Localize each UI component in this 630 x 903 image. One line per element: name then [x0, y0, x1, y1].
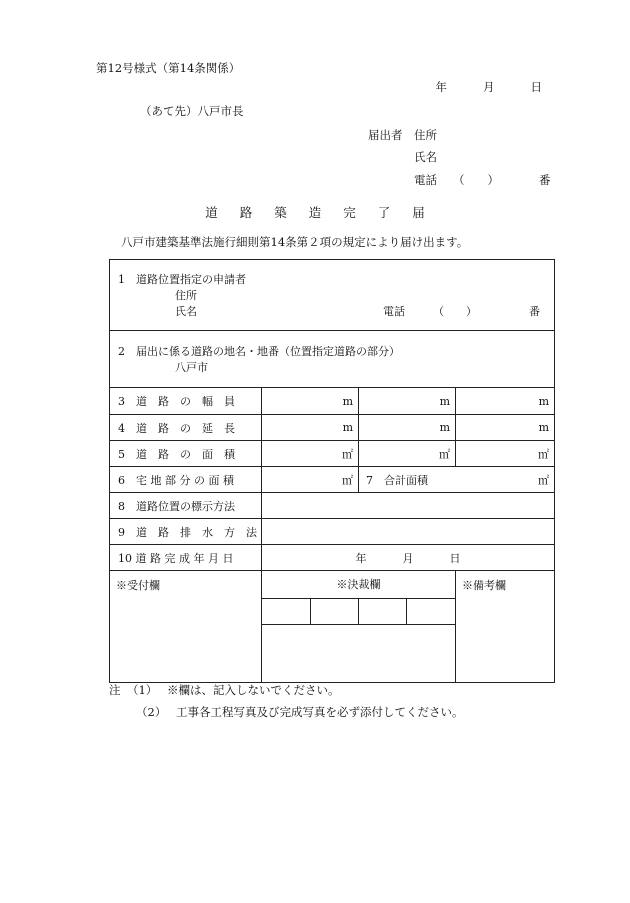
- applicant-name-phone-line: [118, 304, 546, 320]
- completion-month: 月: [402, 551, 414, 565]
- filer-phone-label: 電話: [414, 173, 437, 187]
- lot-area-label: 6 宅 地 部 分 の 面 積: [110, 467, 262, 493]
- note-text: 工事各工程写真及び完成写真を必ず添付してください。: [176, 705, 464, 719]
- completion-date-row: [110, 545, 555, 571]
- road-width-field[interactable]: m: [456, 388, 555, 415]
- decision-stamp-title: [262, 598, 310, 624]
- note-1: [109, 685, 340, 697]
- intro-text: 八戸市建築基準法施行細則第14条第２項の規定により届け出ます。: [121, 235, 469, 249]
- completion-day: 日: [449, 551, 461, 565]
- completion-year: 年: [355, 551, 367, 565]
- title-char: 道: [205, 205, 218, 220]
- decision-stamp-box: [407, 624, 455, 625]
- office-use-row: [110, 571, 555, 683]
- receipt-label: ※受付欄: [116, 579, 160, 592]
- decision-grid: [262, 571, 455, 625]
- lot-area-field[interactable]: ㎡: [262, 467, 359, 493]
- applicant-phone-label: 電話: [383, 304, 405, 318]
- filer-label: 届出者: [368, 128, 403, 142]
- completion-date-field[interactable]: [262, 545, 555, 571]
- road-length-field[interactable]: m: [456, 415, 555, 441]
- road-location-city: 八戸市: [175, 361, 208, 374]
- date-month: 月: [483, 80, 495, 94]
- decision-stamp-title: [310, 598, 358, 624]
- road-area-field[interactable]: ㎡: [262, 441, 359, 467]
- title-char: 完: [343, 205, 356, 220]
- remarks-area: [456, 571, 555, 683]
- note-2: [136, 707, 464, 719]
- filer-name-label: 氏名: [414, 150, 437, 164]
- road-area-field[interactable]: ㎡: [456, 441, 555, 467]
- road-area-field[interactable]: ㎡: [359, 441, 456, 467]
- road-location-cell[interactable]: [110, 331, 555, 388]
- form-number: 第12号様式（第14条関係）: [96, 61, 241, 75]
- decision-stamp-box: [262, 624, 310, 625]
- decision-label: ※決裁欄: [262, 571, 455, 598]
- applicant-cell[interactable]: [110, 260, 555, 331]
- filer-address-label: 住所: [414, 128, 437, 142]
- marking-method-field[interactable]: [262, 493, 555, 519]
- road-length-field[interactable]: m: [262, 415, 359, 441]
- lot-area-row: [110, 467, 555, 493]
- note-text: ※欄は、記入しないでください。: [167, 683, 340, 697]
- addressee: （あて先）八戸市長: [140, 104, 244, 118]
- completion-date-label: 10 道 路 完 成 年 月 日: [110, 545, 262, 571]
- road-length-label: 4 道 路 の 延 長: [110, 415, 262, 441]
- decision-stamp-box: [359, 624, 407, 625]
- filer-address-line: [368, 130, 437, 142]
- notification-form-table: [109, 259, 555, 683]
- road-width-label: 3 道 路 の 幅 員: [110, 388, 262, 415]
- note-number: （1）: [127, 683, 158, 697]
- total-area-label: 7 合計面積: [366, 473, 428, 487]
- decision-stamp-box: [310, 624, 358, 625]
- remarks-label: ※備考欄: [462, 579, 506, 592]
- applicant-phone-paren: （ ）: [433, 304, 477, 318]
- road-area-label: 5 道 路 の 面 積: [110, 441, 262, 467]
- title-char: 了: [377, 205, 391, 220]
- receipt-area: [110, 571, 262, 683]
- decision-stamp-title: [359, 598, 407, 624]
- road-width-field[interactable]: m: [262, 388, 359, 415]
- note-prefix: 注: [109, 683, 121, 697]
- date-year: 年: [435, 80, 447, 94]
- road-length-row: [110, 415, 555, 441]
- filer-phone-paren: （ ）: [453, 173, 499, 187]
- applicant-name-label: 氏名: [175, 304, 197, 318]
- drainage-method-row: [110, 519, 555, 545]
- note-number: （2）: [136, 705, 167, 719]
- marking-method-label: 8 道路位置の標示方法: [110, 493, 262, 519]
- road-location-row: [110, 331, 555, 388]
- applicant-address-label: 住所: [175, 289, 197, 303]
- marking-method-row: [110, 493, 555, 519]
- applicant-phone: [383, 304, 540, 320]
- filer-phone-line: [414, 175, 551, 187]
- title-char: 築: [274, 205, 287, 220]
- road-width-row: [110, 388, 555, 415]
- road-location-title: 2 届出に係る道路の地名・地番（位置指定道路の部分）: [118, 345, 400, 359]
- drainage-method-label: 9 道 路 排 水 方 法: [110, 519, 262, 545]
- road-area-row: [110, 441, 555, 467]
- title-char: 届: [412, 205, 425, 220]
- applicant-phone-suffix: 番: [529, 304, 540, 318]
- filer-phone-suffix: 番: [539, 173, 551, 187]
- total-area-unit: ㎡: [538, 473, 549, 487]
- title-char: 路: [239, 205, 253, 220]
- road-width-field[interactable]: m: [359, 388, 456, 415]
- title-char: 造: [308, 205, 322, 220]
- drainage-method-field[interactable]: [262, 519, 555, 545]
- document-title: [0, 207, 630, 220]
- date-day: 日: [530, 80, 542, 94]
- decision-stamp-title: [407, 598, 455, 624]
- road-length-field[interactable]: m: [359, 415, 456, 441]
- submission-date: [436, 82, 543, 94]
- total-area-field[interactable]: [359, 467, 555, 493]
- applicant-row: [110, 260, 555, 331]
- applicant-title: 1 道路位置指定の申請者: [118, 273, 246, 287]
- decision-area: [262, 571, 456, 683]
